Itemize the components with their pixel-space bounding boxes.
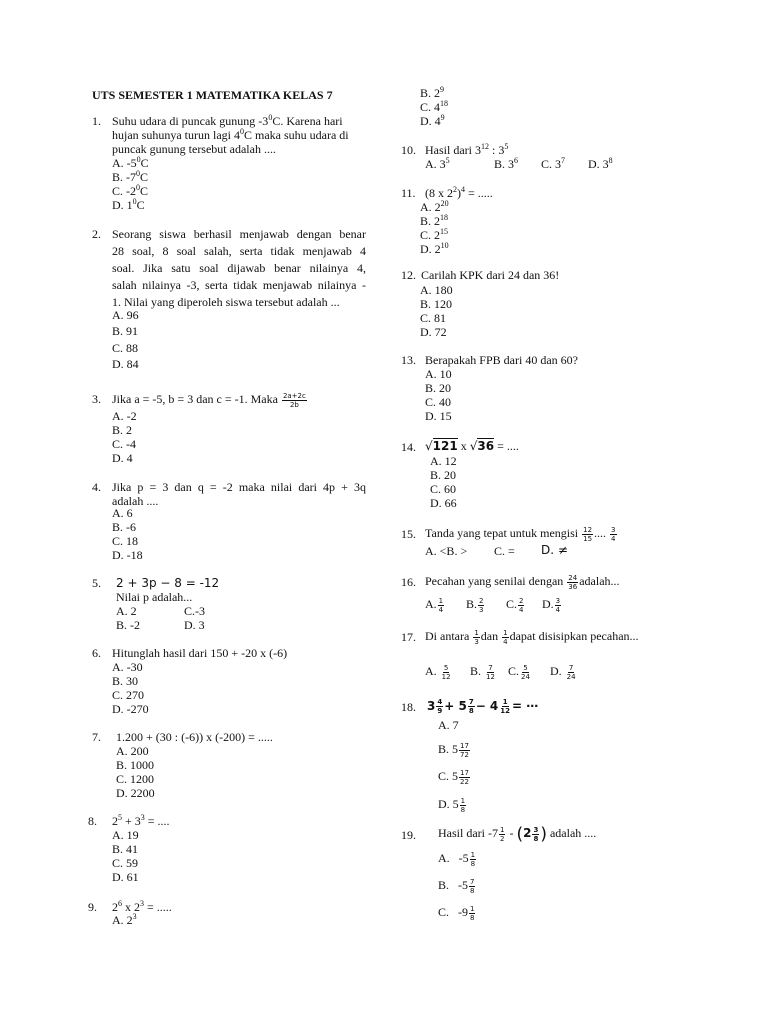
option-c[interactable]: C. $3^7$ [541, 156, 566, 171]
question-number: 15. [401, 527, 416, 541]
option-a-b[interactable]: A. <B. > [425, 544, 468, 558]
option-b[interactable]: B. -2 [116, 618, 140, 632]
option-d[interactable]: D. $3^8$ [588, 156, 613, 171]
option-c[interactable]: C. 40 [425, 395, 452, 409]
question-number: 2. [92, 227, 101, 241]
question-text: Pecahan yang senilai dengan $\frac{24}{36}$ adalah... [425, 573, 620, 591]
option-d[interactable]: D. -18 [112, 548, 143, 562]
question-number: 4. [92, 480, 101, 494]
option-c[interactable]: C. 59 [112, 856, 139, 870]
option-b[interactable]: B. -6 [112, 520, 136, 534]
fraction: $\frac{24}{36}$ [568, 573, 578, 591]
option-c[interactable]: C. 18 [112, 534, 139, 548]
question-text: Di antara $\frac{1}{3}$ dan $\frac{1}{4}$ dapat disisipkan pecahan... [425, 628, 639, 646]
option-d[interactable]: D. $\frac{7}{24}$ [550, 663, 576, 681]
option-a[interactable]: A. 180 [420, 283, 453, 297]
option-d[interactable]: D. $2^{10}$ [420, 241, 449, 256]
question-number: 19. [401, 828, 416, 842]
option-d[interactable]: D. 5 $\frac{1}{8}$ [438, 796, 466, 814]
option-d[interactable]: D. ≠ [541, 543, 568, 557]
option-c[interactable]: C. 60 [430, 482, 457, 496]
question-text: Suhu udara di puncak gunung $-3^0C$. Karena hari [112, 113, 343, 128]
question-text: 1. Nilai yang diperoleh siswa tersebut adalah ... [112, 295, 340, 309]
option-b[interactable]: B. 41 [112, 842, 139, 856]
question-text: Carilah KPK dari 24 dan 36! [421, 268, 560, 282]
question-text: Hitunglah hasil dari 150 + -20 x (-6) [112, 646, 288, 660]
question-text: Seorang siswa berhasil menjawab dengan benar [112, 227, 366, 241]
option-a[interactable]: A. 12 [430, 454, 457, 468]
option-b[interactable]: B. -5 $\frac{7}{8}$ [438, 877, 475, 895]
option-a[interactable]: A. $2^{20}$ [420, 199, 449, 214]
option-c[interactable]: C. $\frac{5}{24}$ [508, 663, 530, 681]
option-b[interactable]: B. 91 [112, 324, 139, 338]
question-number: 10. [401, 143, 416, 157]
option-a[interactable]: A. $\frac{1}{4}$ [425, 596, 444, 614]
question-text: soal. Jika satu soal dijawab benar nilainya 4, [112, 261, 366, 275]
question-text: Jika a = -5, b = 3 dan c = -1. Maka $\frac{2a+2c}{2b}$ [112, 391, 306, 409]
question-text: $2^5 + 3^3$ = .... [112, 813, 170, 828]
option-b[interactable]: B. $2^9$ [420, 85, 445, 100]
question-number: 6. [92, 646, 101, 660]
fraction: $\frac{3}{4}$ [611, 525, 616, 543]
option-b[interactable]: B. 30 [112, 674, 139, 688]
question-text: (8 x $2^2)^4$ = ..... [425, 185, 493, 200]
option-c[interactable]: C. 270 [112, 688, 145, 702]
question-text: hujan suhunya turun lagi $4^0C$ maka suhu udara di [112, 127, 349, 142]
question-text: Hasil dari $3^{12}$ : $3^5$ [425, 142, 509, 157]
option-a[interactable]: A. $\frac{5}{12}$ [425, 663, 451, 681]
option-b[interactable]: B. $3^6$ [494, 156, 519, 171]
option-d[interactable]: D. $1^0C$ [112, 197, 145, 212]
option-c[interactable]: C. -4 [112, 437, 136, 451]
option-a[interactable]: A. -30 [112, 660, 143, 674]
option-a[interactable]: A. 96 [112, 308, 139, 322]
option-d[interactable]: D. 72 [420, 325, 447, 339]
option-c[interactable]: C. 88 [112, 341, 139, 355]
option-b[interactable]: B. 20 [430, 468, 457, 482]
question-number: 11. [401, 186, 416, 200]
option-c[interactable]: C. $4^{18}$ [420, 99, 449, 114]
option-b[interactable]: B. 1000 [116, 758, 155, 772]
option-b[interactable]: B. $2^{18}$ [420, 213, 449, 228]
question-text: Berapakah FPB dari 40 dan 60? [425, 353, 578, 367]
fraction: $\frac{2a+2c}{2b}$ [282, 391, 306, 409]
question-text: Nilai p adalah... [116, 590, 193, 604]
question-number: 5. [92, 576, 101, 590]
fraction: $\frac{1}{3}$ [474, 628, 479, 646]
option-a[interactable]: A. $2^3$ [112, 912, 137, 927]
option-b[interactable]: B. 20 [425, 381, 452, 395]
expression: 3 $\frac{4}{9}$ + 5 $\frac{7}{8}$ − 4 $\frac{1}{12}$ = ⋯ [427, 698, 539, 715]
option-c[interactable]: C. = [494, 544, 515, 558]
option-d[interactable]: D. 4 [112, 451, 133, 465]
option-c[interactable]: C. 81 [420, 311, 447, 325]
option-b[interactable]: B. $-7^0C$ [112, 169, 149, 184]
option-c[interactable]: C. 5 $\frac{17}{22}$ [438, 768, 469, 786]
option-c[interactable]: C. $2^{15}$ [420, 227, 449, 242]
question-number: 8. [88, 814, 97, 828]
option-d[interactable]: D. 66 [430, 496, 457, 510]
question-text: 1.200 + (30 : (-6)) x (-200) = ..... [116, 730, 273, 744]
page-title: UTS SEMESTER 1 MATEMATIKA KELAS 7 [92, 88, 333, 102]
question-number: 12. [401, 268, 416, 282]
option-c[interactable]: C.-3 [184, 604, 205, 618]
question-number: 16. [401, 575, 416, 589]
option-c[interactable]: C. -9 $\frac{1}{8}$ [438, 904, 475, 922]
question-text: 28 soal, 8 soal salah, serta tidak menjawab 4 [112, 244, 366, 258]
question-text: Jika p = 3 dan q = -2 maka nilai dari 4p + 3q [112, 480, 366, 494]
question-number: 17. [401, 630, 416, 644]
question-number: 9. [88, 900, 97, 914]
option-d[interactable]: D. 2200 [116, 786, 155, 800]
option-a[interactable]: A. 19 [112, 828, 139, 842]
option-a[interactable]: A. 6 [112, 506, 133, 520]
option-a[interactable]: A. -5 $\frac{1}{8}$ [438, 850, 476, 868]
question-number: 3. [92, 392, 101, 406]
question-number: 7. [92, 730, 101, 744]
option-a[interactable]: A. $3^5$ [425, 156, 450, 171]
question-text: salah nilainya -3, serta tidak menjawab nilainya - [112, 278, 366, 292]
question-text: Hasil dari -7 $\frac{1}{2}$ - (2 $\frac{3}{8}$ ) adalah .... [438, 824, 597, 845]
square-root: √121 [425, 439, 458, 453]
fraction: $\frac{12}{15}$ [583, 525, 593, 543]
question-text: $2^6$ x $2^3$ = ..... [112, 899, 172, 914]
question-text: adalah .... [112, 494, 159, 508]
option-c[interactable]: C. $\frac{2}{4}$ [506, 596, 524, 614]
option-c[interactable]: C. 1200 [116, 772, 155, 786]
option-d[interactable]: D. 84 [112, 357, 139, 371]
question-text: √121 x √36 = .... [425, 439, 519, 453]
fraction: $\frac{1}{4}$ [503, 628, 508, 646]
question-text: Tanda yang tepat untuk mengisi $\frac{12}{15}$ .... $\frac{3}{4}$ [425, 525, 616, 543]
option-a[interactable]: A. -2 [112, 409, 137, 423]
option-b[interactable]: B. $\frac{2}{3}$ [466, 596, 484, 614]
question-number: 1. [92, 114, 101, 128]
option-a[interactable]: A. $-5^0C$ [112, 155, 149, 170]
question-text: puncak gunung tersebut adalah .... [112, 142, 276, 156]
question-number: 18. [401, 700, 416, 714]
option-b[interactable]: B. $\frac{7}{12}$ [470, 663, 495, 681]
option-d[interactable]: D. $\frac{3}{4}$ [542, 596, 561, 614]
equation: 2 + 3p − 8 = -12 [116, 576, 220, 590]
option-b[interactable]: B. 5 $\frac{17}{72}$ [438, 741, 469, 759]
option-c[interactable]: C. $-2^0C$ [112, 183, 149, 198]
option-b[interactable]: B. 120 [420, 297, 453, 311]
option-d[interactable]: D. 3 [184, 618, 205, 632]
option-b[interactable]: B. 2 [112, 423, 133, 437]
square-root: √36 [469, 439, 495, 453]
option-d[interactable]: D. 61 [112, 870, 139, 884]
option-d[interactable]: D. -270 [112, 702, 149, 716]
option-a[interactable]: A. 200 [116, 744, 149, 758]
option-d[interactable]: D. $4^9$ [420, 113, 445, 128]
option-a[interactable]: A. 7 [438, 718, 459, 732]
option-d[interactable]: D. 15 [425, 409, 452, 423]
option-a[interactable]: A. 10 [425, 367, 452, 381]
question-number: 14. [401, 440, 416, 454]
question-number: 13. [401, 353, 416, 367]
option-a[interactable]: A. 2 [116, 604, 137, 618]
